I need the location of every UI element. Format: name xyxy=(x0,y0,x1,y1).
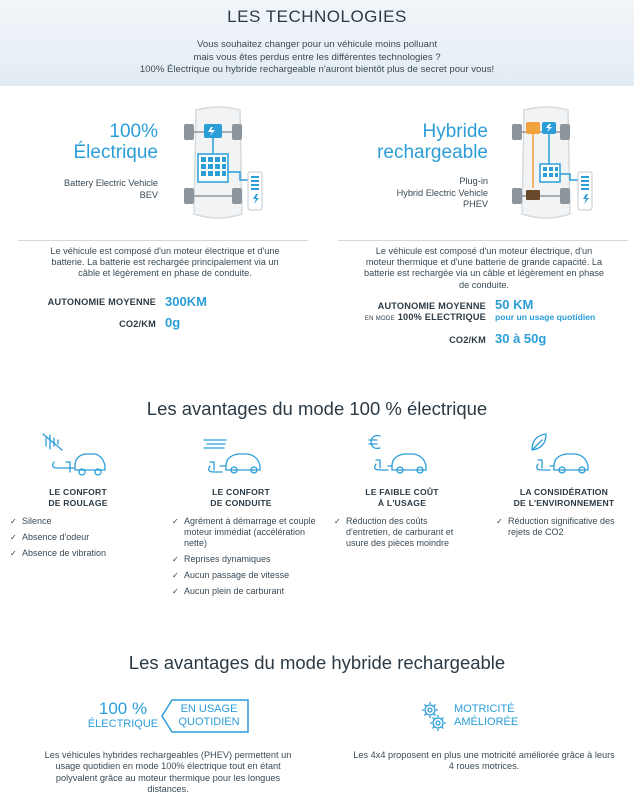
hero-banner xyxy=(0,0,634,86)
advantage-label-line-1: LA CONSIDÉRATION xyxy=(519,487,609,497)
advantage-list-confort-conduite xyxy=(172,516,322,602)
list-item: ✓ Aucun passage de vitesse xyxy=(172,570,322,581)
motricite-title-line-1: MOTRICITÉ xyxy=(454,703,515,715)
hybrid-desc-line-2: moteur thermique et d'une batterie de grande capacité. La xyxy=(365,257,603,268)
electric-divider xyxy=(18,240,308,241)
hybrid-co2-label: CO2/KM xyxy=(449,335,486,345)
hybrid-autonomy-mode-small: EN MODE xyxy=(364,316,395,322)
hero-intro xyxy=(0,39,634,77)
hybrid-autonomy-label xyxy=(330,301,486,325)
motricite-title-line-2: AMÉLIORÉE xyxy=(454,715,519,728)
electric-desc-line-2: batterie. La batterie est rechargée principalement via un xyxy=(51,257,279,268)
hybrid-desc-line-4: de conduite. xyxy=(458,279,510,290)
hybrid-sub-line-1: Plug-in xyxy=(459,176,488,186)
advantage-list-confort-roulage xyxy=(10,516,160,564)
hybrid-title xyxy=(350,121,488,163)
advantage-label-line-1: LE CONFORT xyxy=(212,487,270,497)
hybrid-autonomy-value: 50 KM xyxy=(495,297,534,312)
page-title: LES TECHNOLOGIES xyxy=(227,7,407,26)
hybrid-autonomy-label-main: AUTONOMIE MOYENNE xyxy=(377,301,486,311)
list-item: ✓ Absence d'odeur xyxy=(10,532,160,543)
hybrid-desc-line-3: batterie est rechargée via un câble et légèrement en phase xyxy=(363,268,605,279)
advantage-list-faible-cout xyxy=(334,516,464,554)
motricite-desc-line-2: 4 roues motrices. xyxy=(448,761,520,772)
advantage-label-line-1: LE CONFORT xyxy=(49,487,107,497)
hybrid-usage-desc-line-1: Les véhicules hybrides rechargeables (PHEV) permettent un xyxy=(44,750,292,760)
electric-subtitle xyxy=(20,178,158,201)
bev-car-diagram-icon xyxy=(178,106,268,224)
hybrid-usage-desc-line-3: polyvalent grâce au moteur thermique pour les longues xyxy=(55,772,281,783)
motricite-description xyxy=(334,750,634,773)
advantage-label-confort-conduite xyxy=(171,487,311,508)
hero-line-1: Vous souhaitez changer pour un véhicule moins polluant xyxy=(196,39,437,50)
electric-co2-value: 0g xyxy=(165,315,181,330)
electric-title-line-2: Électrique xyxy=(73,142,158,163)
speed-car-icon xyxy=(202,436,272,476)
hybrid-usage-description xyxy=(18,750,318,796)
badge-line-1: EN USAGE xyxy=(180,703,238,715)
electric-sub-line-2: BEV xyxy=(139,189,158,200)
hybrid-advantages-title: Les avantages du mode hybride rechargeable xyxy=(128,652,506,673)
badge-line-2: QUOTIDIEN xyxy=(178,715,240,728)
usage-quotidien-badge xyxy=(172,703,246,728)
phev-car-diagram-icon xyxy=(506,106,598,224)
electric-autonomy-label: AUTONOMIE MOYENNE xyxy=(47,297,156,307)
no-noise-car-icon xyxy=(40,432,110,476)
hybrid-usage-desc-line-4: distances. xyxy=(147,784,189,795)
gears-icon xyxy=(420,700,450,732)
advantage-label-line-1: LE FAIBLE COÛT xyxy=(365,487,439,497)
advantage-label-line-2: DE ROULAGE xyxy=(48,497,108,508)
motricite-desc-line-1: Les 4x4 proposent en plus une motricité améliorée grâce à leurs xyxy=(353,750,615,760)
hybrid-usage-desc-line-2: usage quotidien en mode 100% électrique tout en étant xyxy=(55,761,281,772)
hybrid-subtitle xyxy=(350,176,488,211)
hero-line-3: 100% Électrique ou hybride rechargeable n'auront bientôt plus de secret pour vous! xyxy=(139,64,495,75)
electric-title xyxy=(40,121,158,163)
hybrid-co2-value: 30 à 50g xyxy=(495,331,547,346)
hybrid-autonomy-note: pour un usage quotidien xyxy=(495,312,596,322)
list-item: ✓ Réduction significative des rejets de CO2 xyxy=(496,516,626,538)
motricite-title xyxy=(454,703,518,728)
hybrid-sub-line-2: Hybrid Electric Vehicle xyxy=(396,187,488,198)
hybrid-title-line-1: Hybride xyxy=(422,121,488,142)
hybrid-electric-percent: 100 % xyxy=(98,699,148,718)
hybrid-title-line-2: rechargeable xyxy=(377,142,488,163)
electric-advantages-title: Les avantages du mode 100 % électrique xyxy=(146,398,488,419)
hybrid-electric-word: ÉLECTRIQUE xyxy=(87,718,159,730)
hybrid-description xyxy=(338,246,630,291)
list-item: ✓ Reprises dynamiques xyxy=(172,554,322,565)
hybrid-sub-line-3: PHEV xyxy=(462,199,488,209)
electric-desc-line-3: câble et légèrement en phase de conduite. xyxy=(78,268,252,279)
hybrid-divider xyxy=(338,240,628,241)
hybrid-electric-highlight xyxy=(82,700,164,731)
advantage-label-line-2: DE L'ENVIRONNEMENT xyxy=(513,497,615,508)
hybrid-desc-line-1: Le véhicule est composé d'un moteur électrique, d'un xyxy=(375,246,593,256)
advantage-label-line-2: DE CONDUITE xyxy=(210,497,272,508)
list-item: ✓ Silence xyxy=(10,516,160,527)
advantage-label-faible-cout xyxy=(332,487,472,508)
advantage-label-line-2: À L'USAGE xyxy=(377,497,427,508)
hero-line-2: mais vous êtes perdus entre les différentes technologies ? xyxy=(193,51,441,63)
electric-co2-label: CO2/KM xyxy=(119,319,156,329)
leaf-car-icon xyxy=(528,432,598,476)
hybrid-autonomy-mode-rest: 100% ELECTRIQUE xyxy=(397,312,486,322)
list-item: ✓ Aucun plein de carburant xyxy=(172,586,322,597)
electric-sub-line-1: Battery Electric Vehicle xyxy=(64,178,158,188)
advantage-label-environnement xyxy=(494,487,634,508)
euro-car-icon xyxy=(366,432,436,476)
list-item: ✓ Réduction des coûts d'entretien, de carburant et usure des pièces moindre xyxy=(334,516,464,549)
advantage-label-confort-roulage xyxy=(8,487,148,508)
advantage-list-environnement xyxy=(496,516,626,543)
list-item: ✓ Agrément à démarrage et couple moteur immédiat (accélération nette) xyxy=(172,516,322,549)
electric-autonomy-value: 300KM xyxy=(165,294,207,309)
electric-description xyxy=(20,246,310,280)
list-item: ✓ Absence de vibration xyxy=(10,548,160,559)
electric-title-line-1: 100% xyxy=(109,121,158,142)
electric-desc-line-1: Le véhicule est composé d'un moteur électrique et d'une xyxy=(50,246,280,256)
